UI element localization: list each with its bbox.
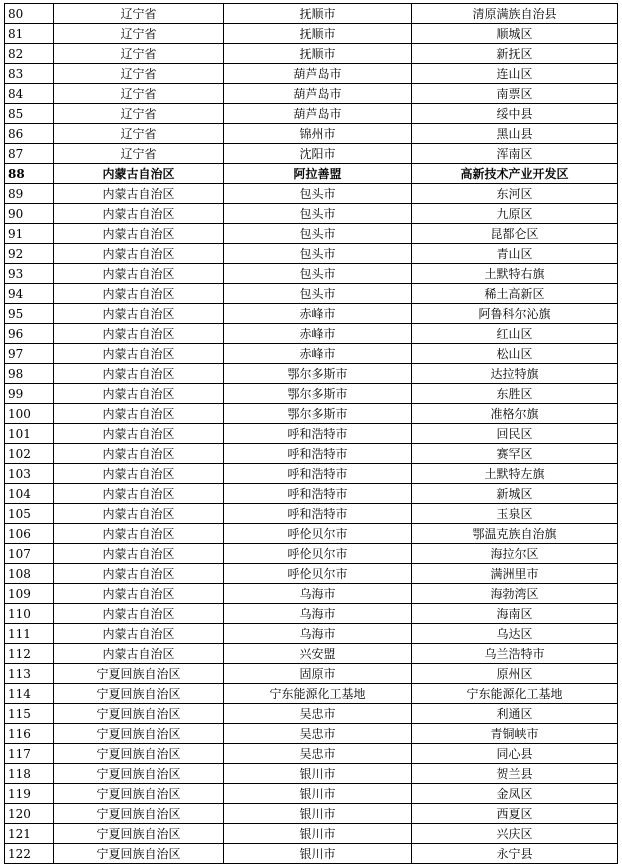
- city-cell: 乌海市: [224, 584, 412, 604]
- city-cell: 固原市: [224, 664, 412, 684]
- province-cell: 内蒙古自治区: [54, 204, 224, 224]
- row-number-cell: 103: [5, 464, 54, 484]
- district-cell: 玉泉区: [412, 504, 618, 524]
- row-number-cell: 96: [5, 324, 54, 344]
- province-cell: 内蒙古自治区: [54, 604, 224, 624]
- row-number-cell: 83: [5, 64, 54, 84]
- row-number-cell: 101: [5, 424, 54, 444]
- province-cell: 内蒙古自治区: [54, 564, 224, 584]
- row-number-cell: 89: [5, 184, 54, 204]
- province-cell: 内蒙古自治区: [54, 284, 224, 304]
- province-cell: 宁夏回族自治区: [54, 764, 224, 784]
- row-number-cell: 80: [5, 4, 54, 24]
- province-cell: 宁夏回族自治区: [54, 784, 224, 804]
- district-cell: 浑南区: [412, 144, 618, 164]
- city-cell: 赤峰市: [224, 344, 412, 364]
- city-cell: 鄂尔多斯市: [224, 364, 412, 384]
- city-cell: 包头市: [224, 184, 412, 204]
- province-cell: 内蒙古自治区: [54, 164, 224, 184]
- district-cell: 新城区: [412, 484, 618, 504]
- city-cell: 包头市: [224, 264, 412, 284]
- province-cell: 辽宁省: [54, 44, 224, 64]
- district-cell: 青铜峡市: [412, 724, 618, 744]
- row-number-cell: 112: [5, 644, 54, 664]
- row-number-cell: 113: [5, 664, 54, 684]
- province-cell: 内蒙古自治区: [54, 644, 224, 664]
- table-row: [5, 364, 618, 384]
- city-cell: 葫芦岛市: [224, 104, 412, 124]
- district-cell: 原州区: [412, 664, 618, 684]
- province-cell: 宁夏回族自治区: [54, 664, 224, 684]
- city-cell: 阿拉善盟: [224, 164, 412, 184]
- district-cell: 鄂温克族自治旗: [412, 524, 618, 544]
- row-number-cell: 117: [5, 744, 54, 764]
- province-cell: 内蒙古自治区: [54, 244, 224, 264]
- table-row: [5, 484, 618, 504]
- district-cell: 东胜区: [412, 384, 618, 404]
- district-cell: 高新技术产业开发区: [412, 164, 618, 184]
- table-row: [5, 204, 618, 224]
- row-number-cell: 91: [5, 224, 54, 244]
- district-cell: 稀土高新区: [412, 284, 618, 304]
- district-cell: 黑山县: [412, 124, 618, 144]
- table-row: [5, 464, 618, 484]
- row-number-cell: 93: [5, 264, 54, 284]
- row-number-cell: 88: [5, 164, 54, 184]
- city-cell: 乌海市: [224, 624, 412, 644]
- province-cell: 宁夏回族自治区: [54, 844, 224, 864]
- city-cell: 包头市: [224, 284, 412, 304]
- province-cell: 内蒙古自治区: [54, 424, 224, 444]
- table-row: [5, 44, 618, 64]
- city-cell: 包头市: [224, 244, 412, 264]
- province-cell: 内蒙古自治区: [54, 224, 224, 244]
- table-row: [5, 324, 618, 344]
- province-cell: 内蒙古自治区: [54, 384, 224, 404]
- province-cell: 辽宁省: [54, 144, 224, 164]
- province-cell: 内蒙古自治区: [54, 184, 224, 204]
- row-number-cell: 119: [5, 784, 54, 804]
- city-cell: 银川市: [224, 784, 412, 804]
- table-row: [5, 344, 618, 364]
- city-cell: 抚顺市: [224, 4, 412, 24]
- region-table: [4, 3, 618, 864]
- city-cell: 赤峰市: [224, 324, 412, 344]
- district-cell: 宁东能源化工基地: [412, 684, 618, 704]
- table-row: [5, 284, 618, 304]
- row-number-cell: 118: [5, 764, 54, 784]
- table-row: [5, 524, 618, 544]
- district-cell: 清原满族自治县: [412, 4, 618, 24]
- province-cell: 辽宁省: [54, 4, 224, 24]
- province-cell: 内蒙古自治区: [54, 304, 224, 324]
- district-cell: 海拉尔区: [412, 544, 618, 564]
- table-row: [5, 4, 618, 24]
- city-cell: 吴忠市: [224, 724, 412, 744]
- table-row: [5, 184, 618, 204]
- province-cell: 辽宁省: [54, 64, 224, 84]
- district-cell: 绥中县: [412, 104, 618, 124]
- province-cell: 内蒙古自治区: [54, 324, 224, 344]
- province-cell: 辽宁省: [54, 124, 224, 144]
- city-cell: 呼和浩特市: [224, 444, 412, 464]
- city-cell: 银川市: [224, 824, 412, 844]
- table-row: [5, 664, 618, 684]
- table-row: [5, 724, 618, 744]
- city-cell: 抚顺市: [224, 24, 412, 44]
- province-cell: 内蒙古自治区: [54, 584, 224, 604]
- district-cell: 准格尔旗: [412, 404, 618, 424]
- table-row: [5, 224, 618, 244]
- table-row: [5, 144, 618, 164]
- province-cell: 辽宁省: [54, 104, 224, 124]
- row-number-cell: 95: [5, 304, 54, 324]
- district-cell: 阿鲁科尔沁旗: [412, 304, 618, 324]
- table-row: [5, 384, 618, 404]
- city-cell: 赤峰市: [224, 304, 412, 324]
- table-row: [5, 564, 618, 584]
- row-number-cell: 94: [5, 284, 54, 304]
- province-cell: 内蒙古自治区: [54, 364, 224, 384]
- row-number-cell: 106: [5, 524, 54, 544]
- row-number-cell: 90: [5, 204, 54, 224]
- city-cell: 吴忠市: [224, 744, 412, 764]
- city-cell: 兴安盟: [224, 644, 412, 664]
- city-cell: 呼和浩特市: [224, 424, 412, 444]
- row-number-cell: 122: [5, 844, 54, 864]
- row-number-cell: 86: [5, 124, 54, 144]
- province-cell: 宁夏回族自治区: [54, 804, 224, 824]
- city-cell: 呼伦贝尔市: [224, 564, 412, 584]
- table-row: [5, 304, 618, 324]
- province-cell: 宁夏回族自治区: [54, 724, 224, 744]
- city-cell: 银川市: [224, 844, 412, 864]
- city-cell: 呼和浩特市: [224, 484, 412, 504]
- table-row: [5, 784, 618, 804]
- row-number-cell: 120: [5, 804, 54, 824]
- row-number-cell: 85: [5, 104, 54, 124]
- province-cell: 宁夏回族自治区: [54, 824, 224, 844]
- province-cell: 内蒙古自治区: [54, 344, 224, 364]
- district-cell: 海南区: [412, 604, 618, 624]
- city-cell: 葫芦岛市: [224, 64, 412, 84]
- row-number-cell: 109: [5, 584, 54, 604]
- district-cell: 贺兰县: [412, 764, 618, 784]
- row-number-cell: 110: [5, 604, 54, 624]
- city-cell: 包头市: [224, 204, 412, 224]
- row-number-cell: 99: [5, 384, 54, 404]
- city-cell: 沈阳市: [224, 144, 412, 164]
- district-cell: 金凤区: [412, 784, 618, 804]
- row-number-cell: 104: [5, 484, 54, 504]
- district-cell: 顺城区: [412, 24, 618, 44]
- table-row: [5, 804, 618, 824]
- province-cell: 宁夏回族自治区: [54, 744, 224, 764]
- row-number-cell: 107: [5, 544, 54, 564]
- province-cell: 辽宁省: [54, 24, 224, 44]
- district-cell: 乌达区: [412, 624, 618, 644]
- table-row: [5, 744, 618, 764]
- table-row: [5, 104, 618, 124]
- table-row: [5, 404, 618, 424]
- district-cell: 满洲里市: [412, 564, 618, 584]
- table-row: [5, 84, 618, 104]
- city-cell: 包头市: [224, 224, 412, 244]
- row-number-cell: 98: [5, 364, 54, 384]
- district-cell: 永宁县: [412, 844, 618, 864]
- row-number-cell: 81: [5, 24, 54, 44]
- district-cell: 松山区: [412, 344, 618, 364]
- row-number-cell: 100: [5, 404, 54, 424]
- table-row: [5, 644, 618, 664]
- row-number-cell: 84: [5, 84, 54, 104]
- district-cell: 西夏区: [412, 804, 618, 824]
- province-cell: 内蒙古自治区: [54, 464, 224, 484]
- table-row: [5, 704, 618, 724]
- table-row: [5, 264, 618, 284]
- district-cell: 乌兰浩特市: [412, 644, 618, 664]
- city-cell: 吴忠市: [224, 704, 412, 724]
- city-cell: 鄂尔多斯市: [224, 404, 412, 424]
- table-row: [5, 764, 618, 784]
- district-cell: 东河区: [412, 184, 618, 204]
- district-cell: 南票区: [412, 84, 618, 104]
- city-cell: 呼和浩特市: [224, 464, 412, 484]
- province-cell: 内蒙古自治区: [54, 444, 224, 464]
- city-cell: 乌海市: [224, 604, 412, 624]
- row-number-cell: 111: [5, 624, 54, 644]
- row-number-cell: 121: [5, 824, 54, 844]
- city-cell: 葫芦岛市: [224, 84, 412, 104]
- table-row: [5, 444, 618, 464]
- district-cell: 兴庆区: [412, 824, 618, 844]
- province-cell: 内蒙古自治区: [54, 264, 224, 284]
- row-number-cell: 116: [5, 724, 54, 744]
- table-row: [5, 504, 618, 524]
- row-number-cell: 82: [5, 44, 54, 64]
- province-cell: 内蒙古自治区: [54, 484, 224, 504]
- row-number-cell: 114: [5, 684, 54, 704]
- province-cell: 辽宁省: [54, 84, 224, 104]
- district-cell: 红山区: [412, 324, 618, 344]
- table-row: [5, 584, 618, 604]
- district-cell: 连山区: [412, 64, 618, 84]
- region-table-body: [5, 4, 618, 864]
- district-cell: 新抚区: [412, 44, 618, 64]
- table-row: [5, 64, 618, 84]
- city-cell: 鄂尔多斯市: [224, 384, 412, 404]
- district-cell: 青山区: [412, 244, 618, 264]
- district-cell: 海勃湾区: [412, 584, 618, 604]
- row-number-cell: 105: [5, 504, 54, 524]
- city-cell: 呼伦贝尔市: [224, 544, 412, 564]
- row-number-cell: 115: [5, 704, 54, 724]
- table-row: [5, 604, 618, 624]
- row-number-cell: 108: [5, 564, 54, 584]
- table-row: [5, 244, 618, 264]
- table-row: [5, 684, 618, 704]
- table-row: [5, 124, 618, 144]
- table-row: [5, 824, 618, 844]
- district-cell: 达拉特旗: [412, 364, 618, 384]
- row-number-cell: 92: [5, 244, 54, 264]
- row-number-cell: 102: [5, 444, 54, 464]
- city-cell: 银川市: [224, 764, 412, 784]
- district-cell: 土默特右旗: [412, 264, 618, 284]
- district-cell: 九原区: [412, 204, 618, 224]
- city-cell: 宁东能源化工基地: [224, 684, 412, 704]
- row-number-cell: 87: [5, 144, 54, 164]
- province-cell: 内蒙古自治区: [54, 504, 224, 524]
- district-cell: 土默特左旗: [412, 464, 618, 484]
- city-cell: 呼伦贝尔市: [224, 524, 412, 544]
- city-cell: 呼和浩特市: [224, 504, 412, 524]
- province-cell: 内蒙古自治区: [54, 404, 224, 424]
- city-cell: 银川市: [224, 804, 412, 824]
- district-cell: 回民区: [412, 424, 618, 444]
- district-cell: 同心县: [412, 744, 618, 764]
- city-cell: 锦州市: [224, 124, 412, 144]
- table-row: [5, 544, 618, 564]
- city-cell: 抚顺市: [224, 44, 412, 64]
- table-row: [5, 24, 618, 44]
- table-row: [5, 424, 618, 444]
- province-cell: 宁夏回族自治区: [54, 684, 224, 704]
- province-cell: 内蒙古自治区: [54, 544, 224, 564]
- table-row: [5, 164, 618, 184]
- province-cell: 宁夏回族自治区: [54, 704, 224, 724]
- district-cell: 赛罕区: [412, 444, 618, 464]
- province-cell: 内蒙古自治区: [54, 524, 224, 544]
- table-row: [5, 624, 618, 644]
- district-cell: 昆都仑区: [412, 224, 618, 244]
- province-cell: 内蒙古自治区: [54, 624, 224, 644]
- district-cell: 利通区: [412, 704, 618, 724]
- row-number-cell: 97: [5, 344, 54, 364]
